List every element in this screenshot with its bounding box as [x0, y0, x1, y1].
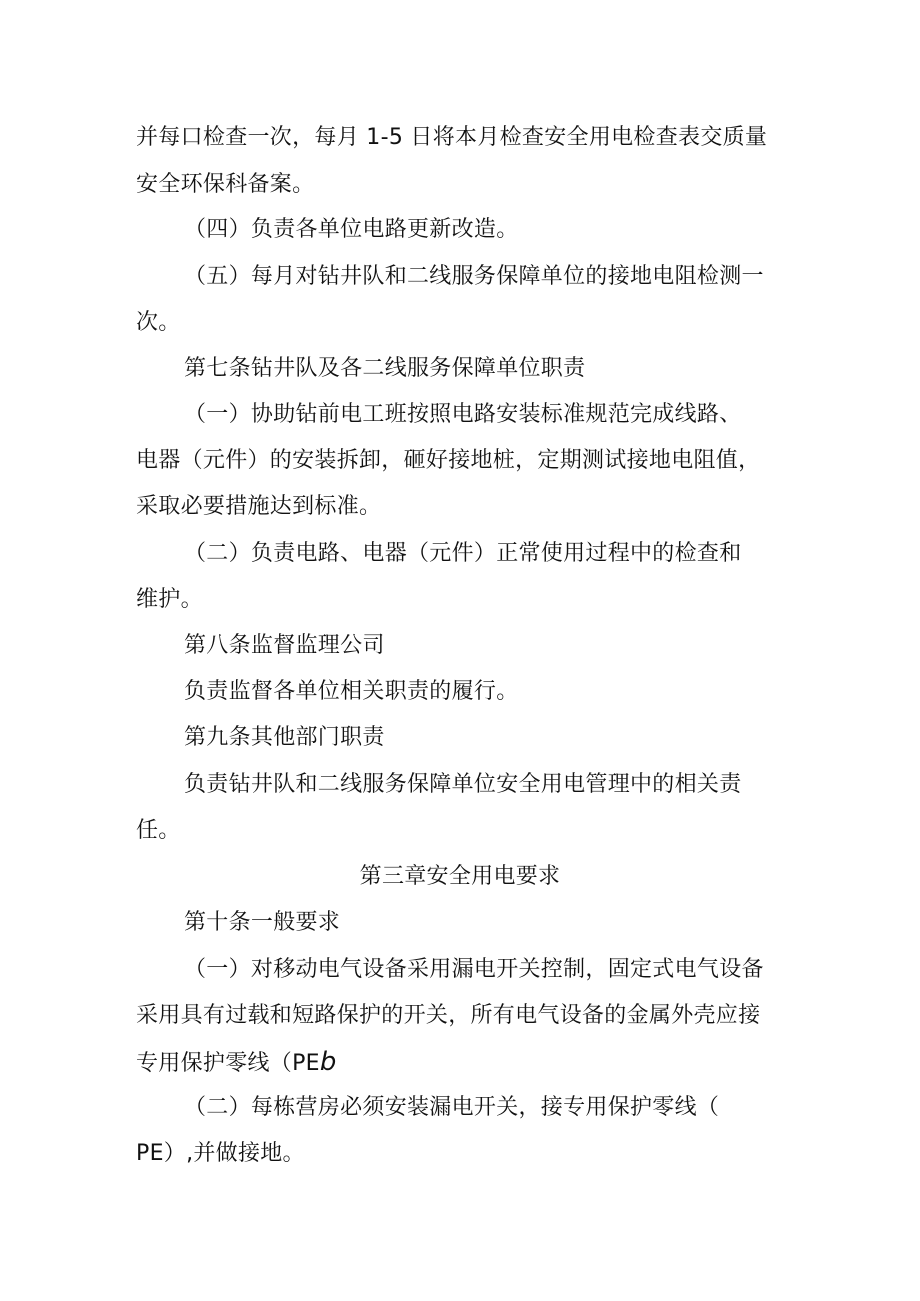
section-heading: 第八条监督监理公司: [184, 633, 385, 658]
paragraph-line: （四）负责各单位电路更新改造。: [184, 217, 519, 242]
paragraph-line: （二）每栋营房必须安装漏电开关，接专用保护零线（: [184, 1095, 720, 1120]
paragraph-line: （五）每月对钻井队和二线服务保障单位的接地电阻检测一: [184, 264, 764, 289]
paragraph-line: （一）对移动电气设备采用漏电开关控制，固定式电气设备: [184, 957, 764, 982]
paragraph-line: 负责监督各单位相关职责的履行。: [184, 679, 519, 704]
paragraph-line: 任。: [136, 818, 181, 843]
paragraph-line: PE）,并做接地。: [136, 1141, 305, 1166]
section-heading: 第十条一般要求: [184, 910, 341, 935]
paragraph-line: （一）协助钻前电工班按照电路安装标准规范完成线路、: [184, 402, 742, 427]
paragraph-line: 维护。: [136, 587, 203, 612]
paragraph-line: 并每口检查一次，每月 1-5 日将本月检查安全用电检查表交质量: [136, 125, 768, 150]
paragraph-line-text: 专用保护零线（PE: [136, 1051, 320, 1076]
section-heading: 第九条其他部门职责: [184, 725, 385, 750]
paragraph-line: 电器（元件）的安装拆卸，砸好接地桩，定期测试接地电阻值，: [136, 448, 761, 473]
paragraph-line: （二）负责电路、电器（元件）正常使用过程中的检查和: [184, 541, 742, 566]
paragraph-line: 次。: [136, 310, 181, 335]
paragraph-line: 采用具有过载和短路保护的开关，所有电气设备的金属外壳应接: [136, 1003, 761, 1028]
paragraph-line: 负责钻井队和二线服务保障单位安全用电管理中的相关责: [184, 772, 742, 797]
paragraph-line: 安全环保科备案。: [136, 172, 315, 197]
paragraph-line: 采取必要措施达到标准。: [136, 494, 382, 519]
paragraph-line: [136, 1047, 337, 1079]
paragraph-line-tail: b: [319, 1047, 337, 1077]
chapter-heading: 第三章安全用电要求: [359, 864, 561, 889]
section-heading: 第七条钻井队及各二线服务保障单位职责: [184, 356, 586, 381]
